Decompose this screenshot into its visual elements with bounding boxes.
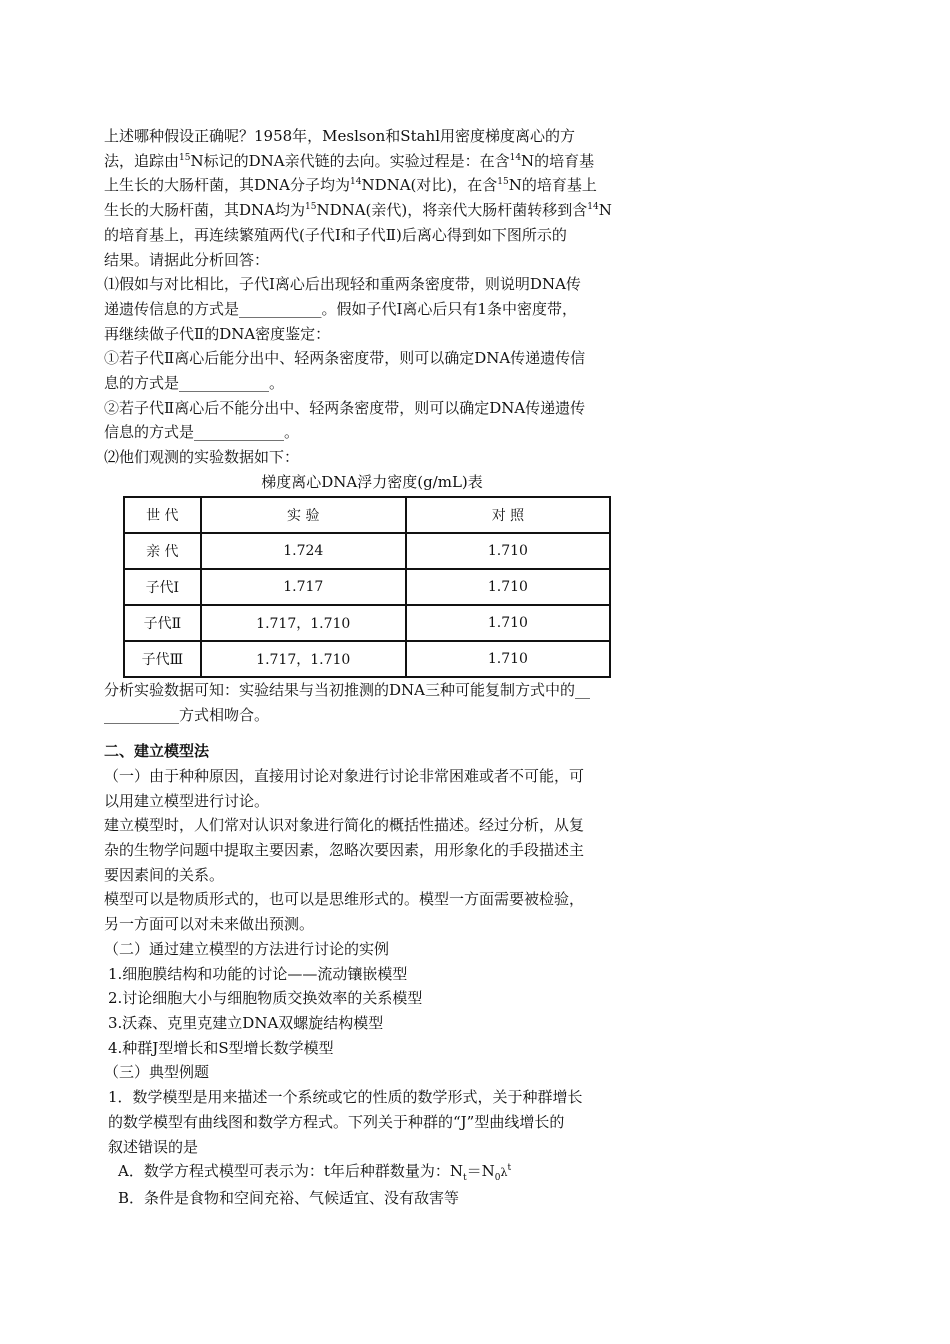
option-b: B．条件是食物和空间充裕、气候适宜、没有敌害等 — [118, 1188, 460, 1207]
section-heading: 二、建立模型法 — [104, 742, 210, 761]
table-cell: 子代Ⅱ — [124, 605, 201, 641]
table-cell: 子代Ⅲ — [124, 641, 201, 677]
paragraph-line: 模型可以是物质形式的，也可以是思维形式的。模型一方面需要被检验， — [104, 890, 585, 909]
paragraph-line: 杂的生物学问题中提取主要因素，忽略次要因素，用形象化的手段描述主 — [104, 841, 585, 860]
question-1-line-7: 信息的方式是____________。 — [104, 423, 300, 442]
subsection-heading: （三）典型例题 — [104, 1063, 210, 1082]
table-header-row — [124, 497, 610, 533]
question-stem: 的数学模型有曲线图和数学方程式。下列关于种群的“J”型曲线增长的 — [108, 1112, 565, 1131]
list-item: 2.讨论细胞大小与细胞物质交换效率的关系模型 — [108, 989, 423, 1008]
table-cell: 1.717，1.710 — [201, 605, 406, 641]
table-cell: 1.710 — [406, 569, 610, 605]
question-1-line-4: ①若子代Ⅱ离心后能分出中、轻两条密度带，则可以确定DNA传递遗传信 — [104, 349, 586, 368]
paragraph-line: 另一方面可以对未来做出预测。 — [104, 915, 315, 934]
question-1-line-3: 再继续做子代Ⅱ的DNA密度鉴定： — [104, 324, 331, 343]
table-cell: 1.710 — [406, 533, 610, 569]
table-header-cell: 世 代 — [124, 497, 201, 533]
table-cell: 1.710 — [406, 641, 610, 677]
paragraph-line: 建立模型时，人们常对认识对象进行简化的概括性描述。经过分析，从复 — [104, 816, 585, 835]
table-cell: 1.717 — [201, 569, 406, 605]
paragraph-line: 以用建立模型进行讨论。 — [104, 791, 270, 810]
intro-line-1: 上述哪种假设正确呢？1958年，Meslson和Stahl用密度梯度离心的方 — [104, 127, 576, 145]
question-1-line-2: 递遗传信息的方式是___________。假如子代Ⅰ离心后只有1条中密度带， — [104, 299, 577, 318]
intro-line-5: 的培育基上，再连续繁殖两代(子代Ⅰ和子代Ⅱ)后离心得到如下图所示的 — [104, 225, 567, 244]
table-row — [124, 533, 610, 569]
list-item: 3.沃森、克里克建立DNA双螺旋结构模型 — [108, 1013, 384, 1032]
list-item: 4.种群J型增长和S型增长数学模型 — [108, 1038, 334, 1057]
subsection-heading: （二）通过建立模型的方法进行讨论的实例 — [104, 939, 390, 958]
table-row — [124, 605, 610, 641]
density-table — [123, 496, 611, 678]
question-1-line-5: 息的方式是____________。 — [104, 374, 285, 393]
question-stem: 1．数学模型是用来描述一个系统或它的性质的数学形式，关于种群增长 — [108, 1088, 583, 1107]
intro-line-4: 生长的大肠杆菌，其DNA均为$^{15}$NDNA(亲代)，将亲代大肠杆菌转移到含$^{14}$N — [104, 201, 612, 220]
analysis-line-2: __________方式相吻合。 — [104, 705, 270, 724]
list-item: 1.细胞膜结构和功能的讨论——流动镶嵌模型 — [108, 964, 408, 983]
table-cell: 1.717，1.710 — [201, 641, 406, 677]
paragraph-line: （一）由于种种原因，直接用讨论对象进行讨论非常困难或者不可能，可 — [104, 766, 585, 785]
table-cell: 子代Ⅰ — [124, 569, 201, 605]
table-caption: 梯度离心DNA浮力密度(g/mL)表 — [261, 472, 483, 491]
question-1-line-6: ②若子代Ⅱ离心后不能分出中、轻两条密度带，则可以确定DNA传递遗传 — [104, 398, 586, 417]
intro-line-2: 法，追踪由$^{15}$N标记的DNA亲代链的去向。实验过程是：在含$^{14}$N的培育基 — [104, 151, 595, 170]
intro-line-6: 结果。请据此分析回答： — [104, 250, 270, 269]
table-row — [124, 569, 610, 605]
document-page — [104, 124, 640, 1211]
table-cell: 1.710 — [406, 605, 610, 641]
paragraph-line: 要因素间的关系。 — [104, 865, 225, 884]
question-2-line-1: ⑵他们观测的实验数据如下： — [104, 448, 300, 467]
table-cell: 1.724 — [201, 533, 406, 569]
intro-line-3: 上生长的大肠杆菌，其DNA分子均为$^{14}$NDNA(对比)，在含$^{15}$N的培育基上 — [104, 176, 597, 195]
analysis-line-1: 分析实验数据可知：实验结果与当初推测的DNA三种可能复制方式中的__ — [104, 680, 590, 699]
table-header-cell: 实 验 — [201, 497, 406, 533]
question-stem: 叙述错误的是 — [108, 1137, 199, 1156]
question-1-line-1: ⑴假如与对比相比，子代Ⅰ离心后出现轻和重两条密度带，则说明DNA传 — [104, 275, 581, 294]
option-a: A．数学方程式模型可表示为：t年后种群数量为：$N_t=N_0\lambda^t$ — [118, 1162, 512, 1184]
table-cell: 亲 代 — [124, 533, 201, 569]
table-row — [124, 641, 610, 677]
table-header-cell: 对 照 — [406, 497, 610, 533]
